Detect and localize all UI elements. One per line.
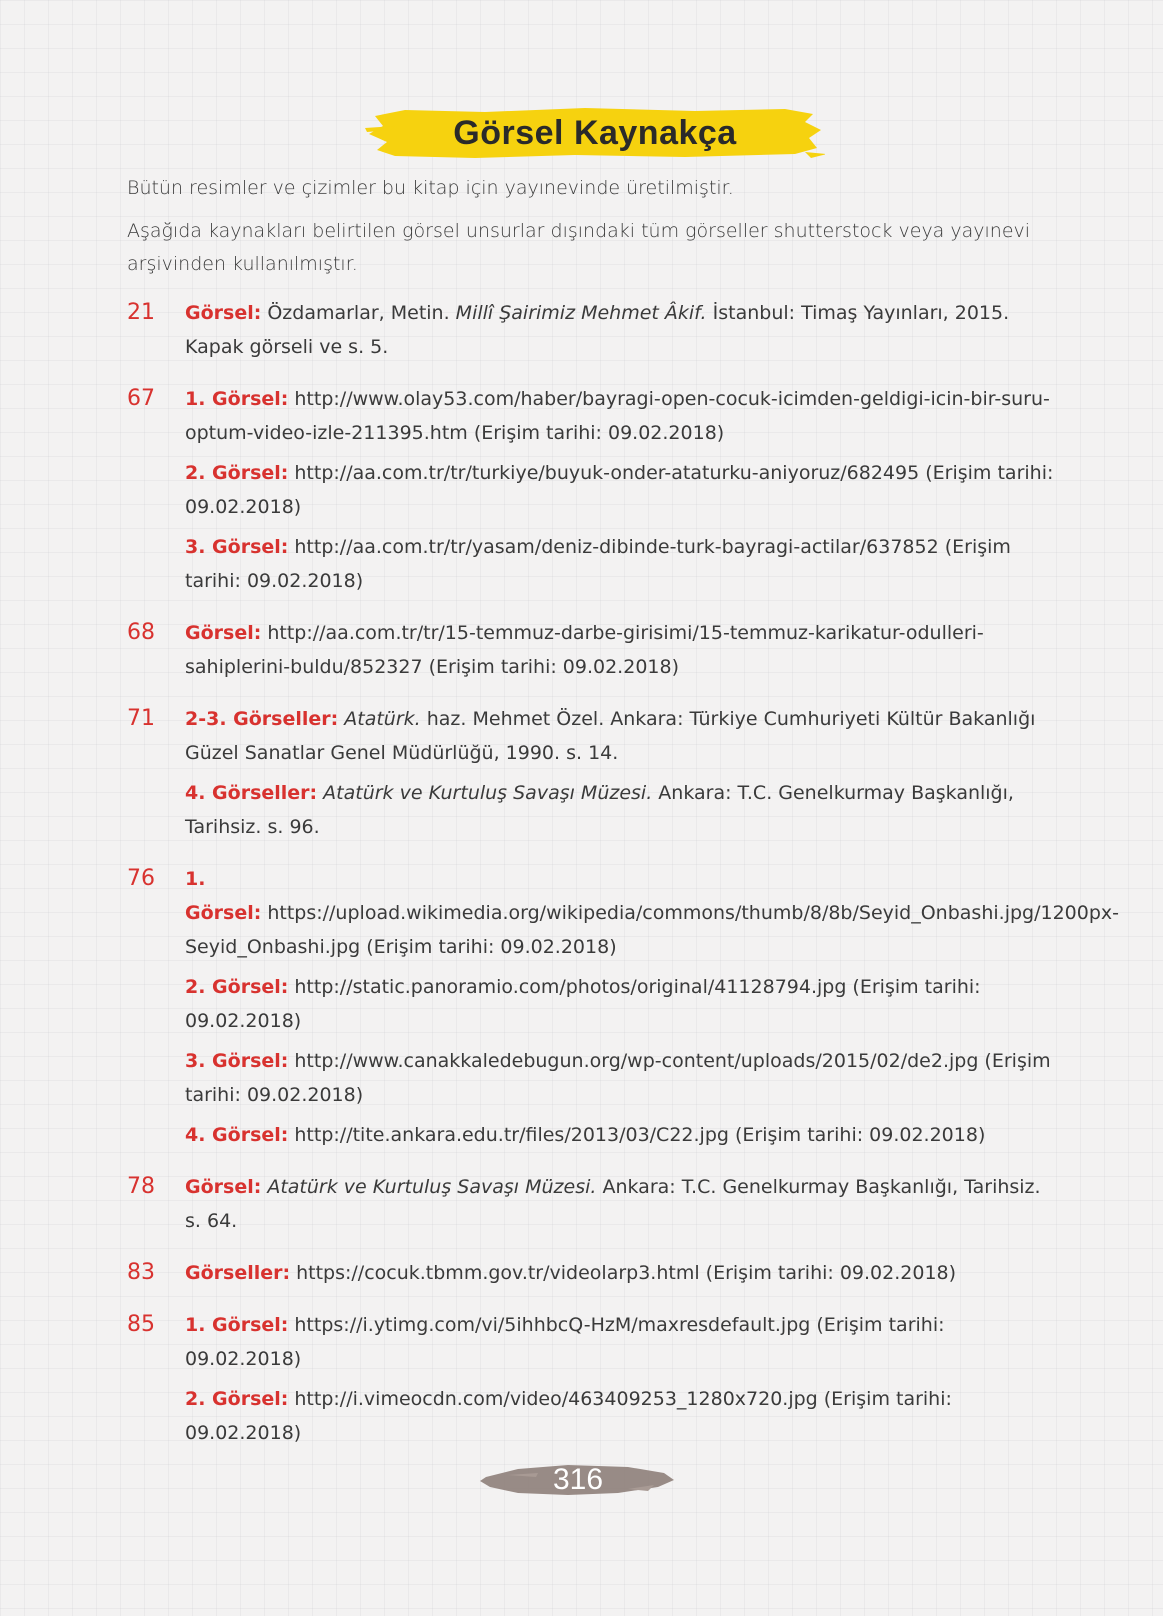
reference-entry bbox=[127, 382, 1057, 598]
reference-page-number: 68 bbox=[127, 620, 155, 645]
reference-page-number: 76 bbox=[127, 866, 155, 891]
reference-title-italic: Atatürk. bbox=[344, 708, 421, 730]
reference-text: http://aa.com.tr/tr/15-temmuz-darbe-girisimi/15-temmuz-karikatur-odulleri-sahiplerini-buldu/852327 (Erişim tarihi: 09.02.2018) bbox=[185, 622, 984, 678]
reference-items bbox=[185, 296, 1057, 364]
reference-label: 2-3. Görseller: bbox=[185, 708, 339, 730]
reference-page-number: 78 bbox=[127, 1174, 155, 1199]
reference-items bbox=[185, 862, 1120, 1152]
reference-item bbox=[185, 456, 1057, 524]
intro-line-1: Bütün resimler ve çizimler bu kitap için yayınevinde üretilmiştir. bbox=[127, 177, 734, 199]
reference-item bbox=[185, 296, 1057, 364]
reference-text-tail: İstanbul: Timaş Yayınları, 2015. Kapak görseli ve s. 5. bbox=[185, 302, 1010, 358]
reference-item bbox=[185, 1118, 1057, 1152]
reference-label: 4. Görsel: bbox=[185, 1124, 289, 1146]
reference-entry bbox=[127, 1170, 1057, 1238]
reference-text-tail: Ankara: T.C. Genelkurmay Başkanlığı, Tarihsiz. s. 64. bbox=[185, 1176, 1041, 1232]
reference-label: 1. Görsel: bbox=[185, 1314, 289, 1336]
reference-text: http://aa.com.tr/tr/yasam/deniz-dibinde-turk-bayragi-actilar/637852 (Erişim tarihi: 09.02.2018) bbox=[185, 536, 1011, 592]
reference-text: http://www.olay53.com/haber/bayragi-open-cocuk-icimden-geldigi-icin-bir-suru-optum-video-izle-211395.htm (Erişim tarihi: 09.02.2018) bbox=[185, 388, 1050, 444]
reference-page-number: 21 bbox=[127, 300, 155, 325]
reference-text: http://tite.ankara.edu.tr/files/2013/03/C22.jpg (Erişim tarihi: 09.02.2018) bbox=[294, 1124, 986, 1146]
reference-title-italic: Atatürk ve Kurtuluş Savaşı Müzesi. bbox=[323, 782, 653, 804]
page-number-badge bbox=[478, 1455, 678, 1505]
reference-label: 2. Görsel: bbox=[185, 976, 289, 998]
reference-text: https://i.ytimg.com/vi/5ihhbcQ-HzM/maxresdefault.jpg (Erişim tarihi: 09.02.2018) bbox=[185, 1314, 945, 1370]
page-title: Görsel Kaynakça bbox=[453, 113, 737, 152]
reference-label: 2. Görsel: bbox=[185, 1388, 289, 1410]
reference-items bbox=[185, 1170, 1057, 1238]
reference-item bbox=[185, 1170, 1057, 1238]
reference-page-number: 71 bbox=[127, 706, 155, 731]
reference-label: Görseller: bbox=[185, 1262, 291, 1284]
reference-label: 3. Görsel: bbox=[185, 1050, 289, 1072]
reference-item bbox=[185, 1308, 1057, 1376]
reference-title-italic: Atatürk ve Kurtuluş Savaşı Müzesi. bbox=[267, 1176, 597, 1198]
reference-label: 1. Görsel: bbox=[185, 868, 262, 924]
reference-page-number: 83 bbox=[127, 1260, 155, 1285]
reference-item bbox=[185, 382, 1057, 450]
reference-text: http://www.canakkaledebugun.org/wp-content/uploads/2015/02/de2.jpg (Erişim tarihi: 09.02.2018) bbox=[185, 1050, 1051, 1106]
reference-text: http://aa.com.tr/tr/turkiye/buyuk-onder-ataturku-aniyoruz/682495 (Erişim tarihi: 09.02.2018) bbox=[185, 462, 1054, 518]
reference-entry bbox=[127, 702, 1057, 844]
reference-items bbox=[185, 1308, 1057, 1450]
reference-label: 4. Görseller: bbox=[185, 782, 318, 804]
reference-item bbox=[185, 1382, 1057, 1450]
reference-item bbox=[185, 970, 1057, 1038]
reference-text: http://static.panoramio.com/photos/original/41128794.jpg (Erişim tarihi: 09.02.2018) bbox=[185, 976, 981, 1032]
intro-paragraph-2: Aşağıda kaynakları belirtilen görsel unsurlar dışındaki tüm görseller shutterstock veya yayınevi arşivinden kullanılmıştır. bbox=[127, 220, 1031, 275]
reference-label: Görsel: bbox=[185, 622, 262, 644]
reference-list bbox=[127, 296, 1120, 1468]
page-number: 316 bbox=[552, 1463, 604, 1496]
reference-page-number: 85 bbox=[127, 1312, 155, 1337]
reference-item bbox=[185, 530, 1057, 598]
reference-text: https://cocuk.tbmm.gov.tr/videolarp3.html (Erişim tarihi: 09.02.2018) bbox=[296, 1262, 957, 1284]
reference-item bbox=[185, 1044, 1057, 1112]
reference-items bbox=[185, 382, 1057, 598]
reference-items bbox=[185, 616, 1057, 684]
reference-entry bbox=[127, 616, 1057, 684]
reference-title-italic: Millî Şairimiz Mehmet Âkif. bbox=[455, 302, 707, 324]
reference-page-number: 67 bbox=[127, 386, 155, 411]
reference-text-tail: haz. Mehmet Özel. Ankara: Türkiye Cumhuriyeti Kültür Bakanlığı Güzel Sanatlar Genel Müdürlüğü, 1990. s. 14. bbox=[185, 708, 1036, 764]
reference-label: 2. Görsel: bbox=[185, 462, 289, 484]
reference-text-tail: Ankara: T.C. Genelkurmay Başkanlığı, Tarihsiz. s. 96. bbox=[185, 782, 1014, 838]
reference-text: http://i.vimeocdn.com/video/463409253_1280x720.jpg (Erişim tarihi: 09.02.2018) bbox=[185, 1388, 952, 1444]
reference-item bbox=[185, 1256, 1057, 1290]
reference-label: Görsel: bbox=[185, 1176, 262, 1198]
reference-items bbox=[185, 1256, 1057, 1290]
reference-label: Görsel: bbox=[185, 302, 262, 324]
reference-entry bbox=[127, 862, 1120, 1152]
reference-label: 1. Görsel: bbox=[185, 388, 289, 410]
reference-items bbox=[185, 702, 1057, 844]
reference-text: Özdamarlar, Metin. bbox=[267, 302, 456, 324]
reference-entry bbox=[127, 1256, 1057, 1290]
reference-label: 3. Görsel: bbox=[185, 536, 289, 558]
reference-entry bbox=[127, 296, 1057, 364]
reference-item bbox=[185, 862, 1120, 964]
title-banner bbox=[365, 102, 825, 164]
reference-item bbox=[185, 616, 1057, 684]
reference-text: https://upload.wikimedia.org/wikipedia/commons/thumb/8/8b/Seyid_Onbashi.jpg/1200px-Seyid_Onbashi.jpg (Erişim tarihi: 09.02.2018) bbox=[185, 902, 1120, 958]
reference-item bbox=[185, 702, 1057, 770]
reference-item bbox=[185, 776, 1057, 844]
reference-entry bbox=[127, 1308, 1057, 1450]
